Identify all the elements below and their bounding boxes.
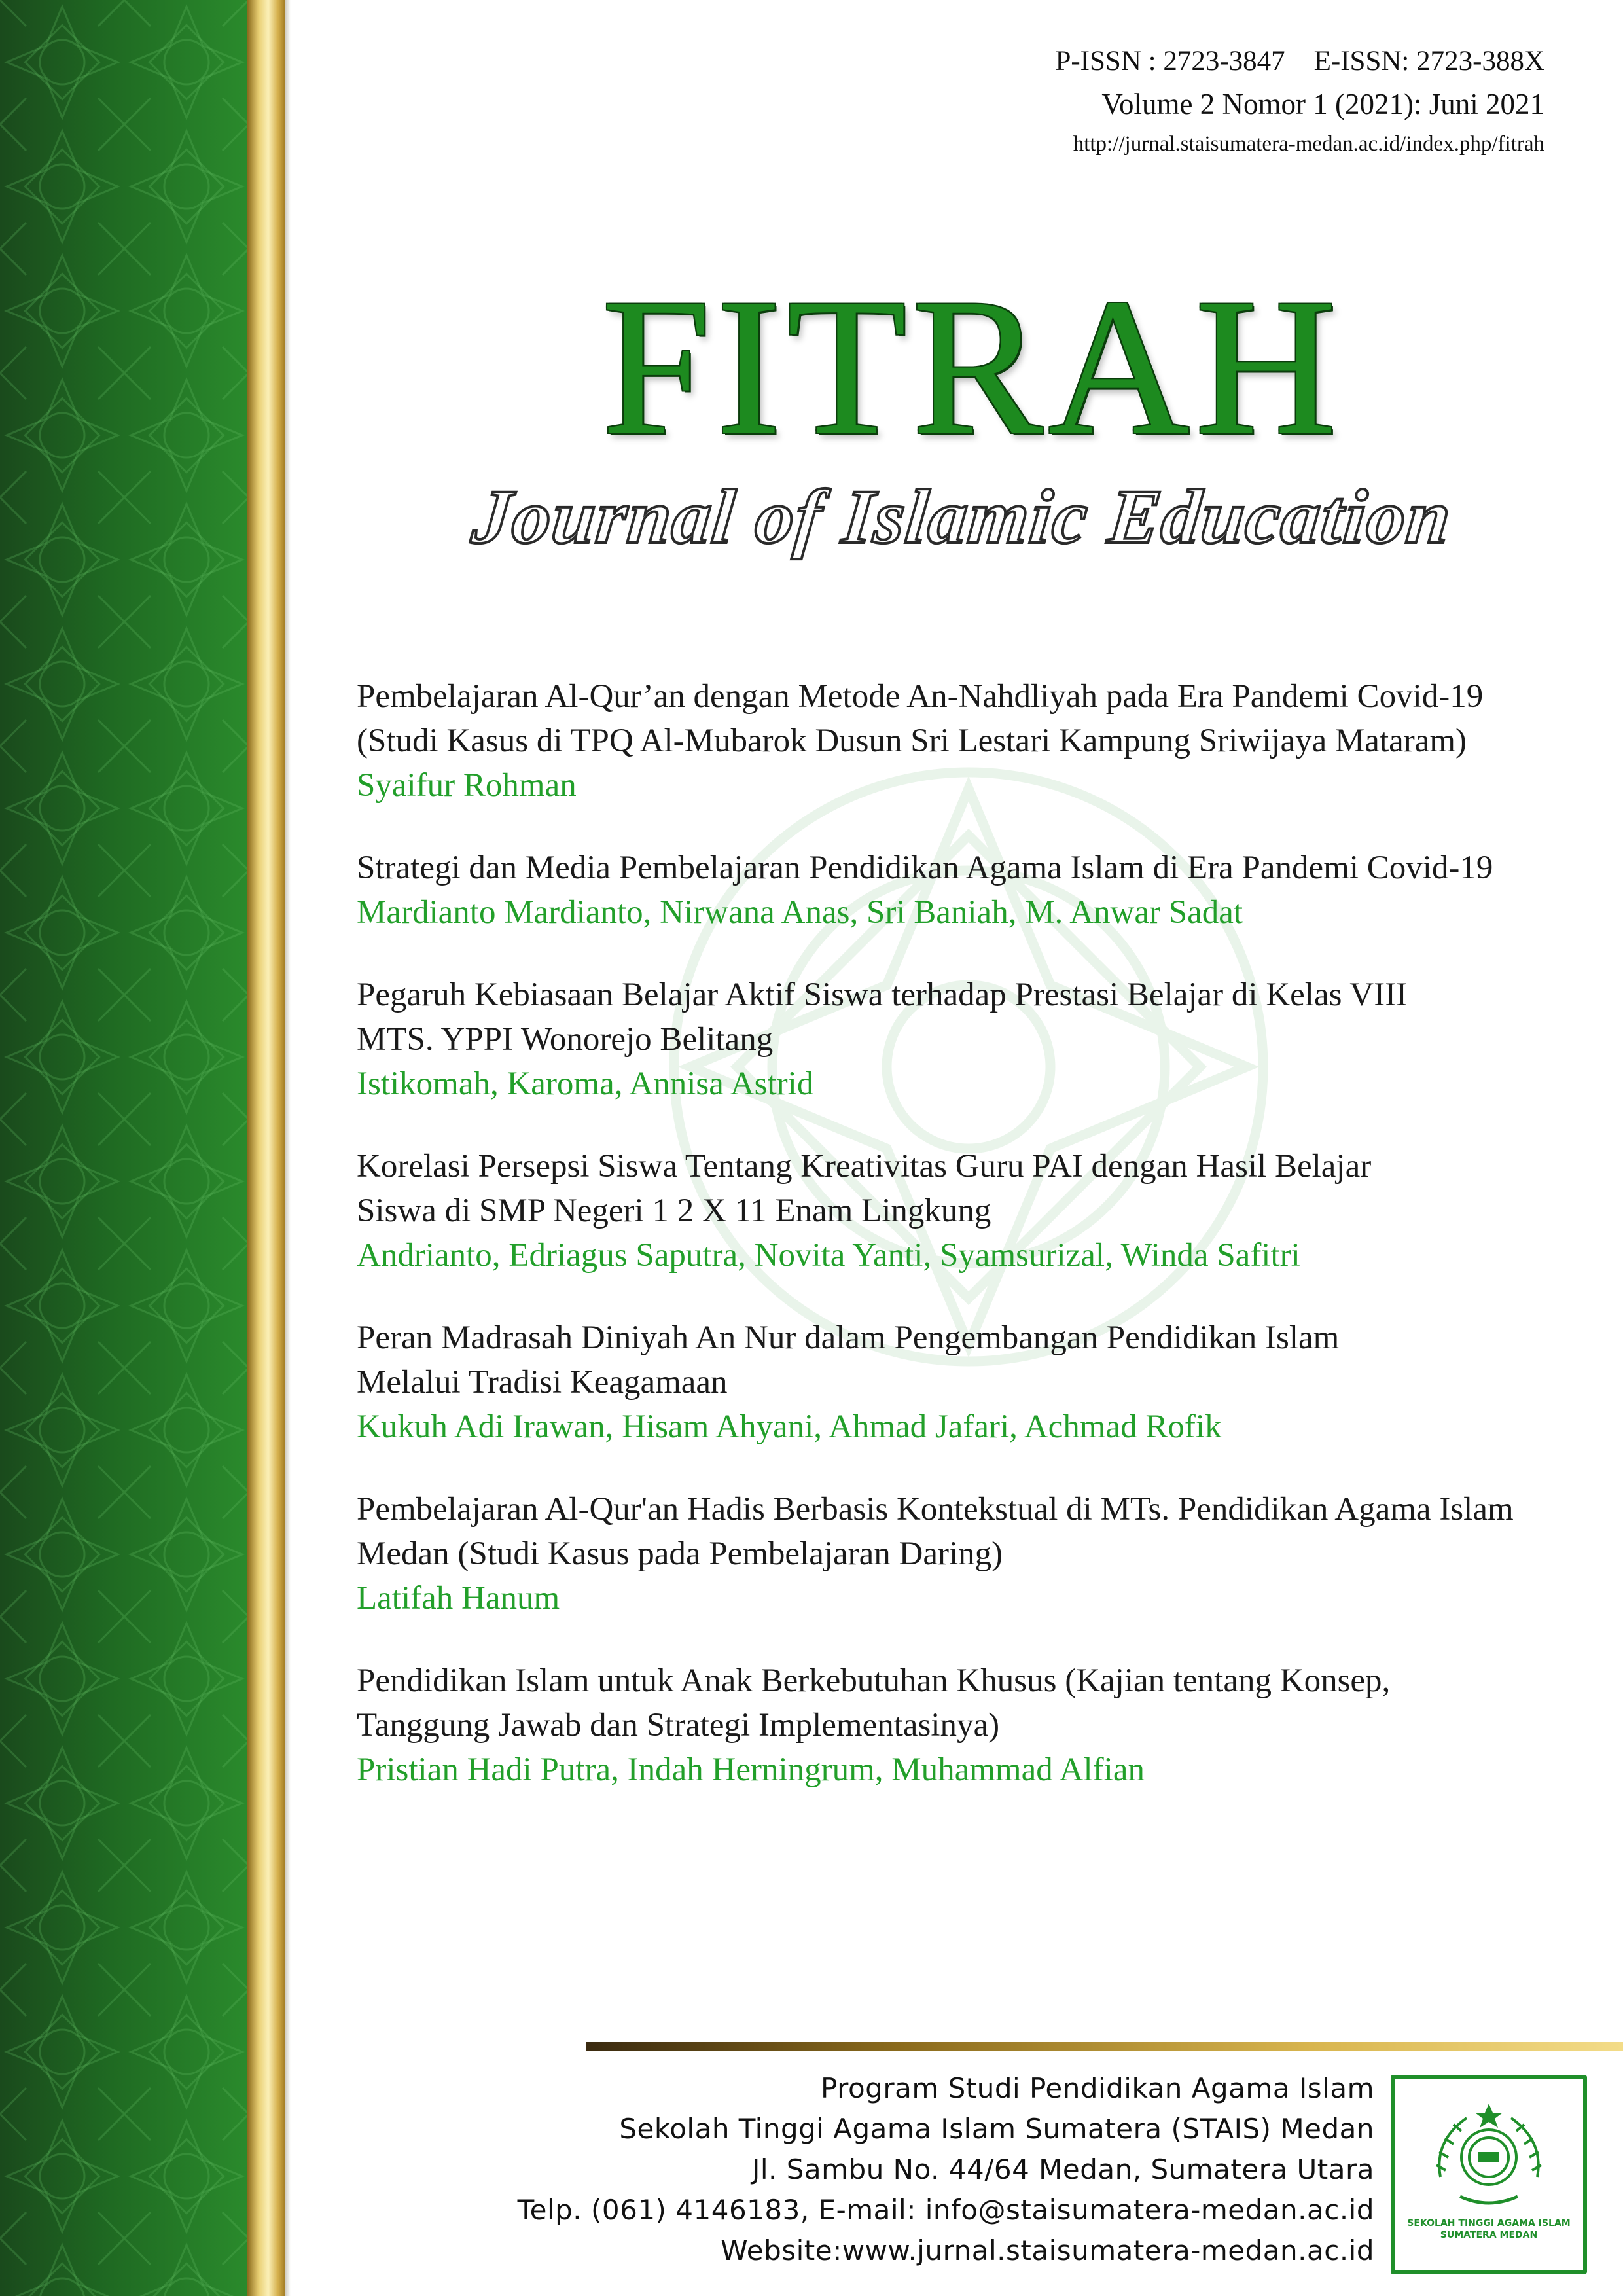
journal-meta	[890, 41, 1544, 162]
article-item	[357, 973, 1561, 1106]
gold-border-strip	[247, 0, 285, 2296]
article-authors: Andrianto, Edriagus Saputra, Novita Yanti, Syamsurizal, Winda Safitri	[357, 1237, 1300, 1274]
publisher-info	[393, 2068, 1374, 2271]
program-name: Program Studi Pendidikan Agama Islam	[821, 2072, 1374, 2104]
article-item	[357, 1316, 1561, 1449]
article-title-line: Pembelajaran Al-Qur’an dengan Metode An-Nahdliyah pada Era Pandemi Covid-19	[357, 678, 1484, 715]
stais-emblem-icon	[1395, 2079, 1583, 2270]
issn-line	[890, 41, 1544, 82]
article-title-line: Pegaruh Kebiasaan Belajar Aktif Siswa terhadap Prestasi Belajar di Kelas VIII	[357, 977, 1408, 1013]
footer-divider	[586, 2042, 1623, 2051]
article-title-line: (Studi Kasus di TPQ Al-Mubarok Dusun Sri Lestari Kampung Sriwijaya Mataram)	[357, 723, 1467, 759]
website[interactable]: Website:www.jurnal.staisumatera-medan.ac.id	[721, 2234, 1374, 2267]
article-item	[357, 1487, 1561, 1621]
article-title-line: Tanggung Jawab dan Strategi Implementasinya)	[357, 1707, 1000, 1744]
article-authors: Syaifur Rohman	[357, 767, 577, 804]
article-title-line: Melalui Tradisi Keagamaan	[357, 1364, 728, 1401]
article-authors: Pristian Hadi Putra, Indah Herningrum, Muhammad Alfian	[357, 1751, 1145, 1788]
article-authors: Kukuh Adi Irawan, Hisam Ahyani, Ahmad Jafari, Achmad Rofik	[357, 1408, 1222, 1445]
logo-caption: SEKOLAH TINGGI AGAMA ISLAM SUMATERA MEDAN	[1407, 2218, 1571, 2240]
article-title-line: Medan (Studi Kasus pada Pembelajaran Daring)	[357, 1535, 1003, 1572]
stais-logo	[1391, 2075, 1587, 2274]
article-title-line: Korelasi Persepsi Siswa Tentang Kreativitas Guru PAI dengan Hasil Belajar	[357, 1148, 1372, 1185]
contact-info: Telp. (061) 4146183, E-mail: info@staisumatera-medan.ac.id	[517, 2194, 1374, 2226]
article-title-line: MTS. YPPI Wonorejo Belitang	[357, 1021, 774, 1058]
volume-line: Volume 2 Nomor 1 (2021): Juni 2021	[1101, 88, 1544, 120]
article-item	[357, 1144, 1561, 1278]
article-authors: Latifah Hanum	[357, 1580, 560, 1617]
journal-url[interactable]: http://jurnal.staisumatera-medan.ac.id/index.php/fitrah	[1073, 132, 1544, 156]
article-list	[357, 674, 1561, 1830]
article-item	[357, 1659, 1561, 1792]
gold-border-shadow	[285, 0, 291, 2296]
islamic-pattern-icon	[0, 0, 247, 2296]
article-item	[357, 846, 1561, 935]
article-title-line: Pembelajaran Al-Qur'an Hadis Berbasis Kontekstual di MTs. Pendidikan Agama Islam	[357, 1491, 1514, 1528]
article-authors: Mardianto Mardianto, Nirwana Anas, Sri Baniah, M. Anwar Sadat	[357, 894, 1243, 931]
article-title-line: Siswa di SMP Negeri 1 2 X 11 Enam Lingkung	[357, 1193, 991, 1229]
article-item	[357, 674, 1561, 808]
address: Jl. Sambu No. 44/64 Medan, Sumatera Utara	[751, 2153, 1374, 2185]
p-issn: P-ISSN : 2723-3847	[1055, 46, 1285, 77]
e-issn: E-ISSN: 2723-388X	[1313, 46, 1544, 77]
institution-name: Sekolah Tinggi Agama Islam Sumatera (STAIS) Medan	[619, 2113, 1374, 2145]
article-authors: Istikomah, Karoma, Annisa Astrid	[357, 1066, 814, 1102]
green-side-band	[0, 0, 247, 2296]
article-title-line: Peran Madrasah Diniyah An Nur dalam Pengembangan Pendidikan Islam	[357, 1319, 1340, 1356]
journal-subtitle: Journal of Islamic Education	[468, 474, 1456, 560]
article-title-line: Pendidikan Islam untuk Anak Berkebutuhan Khusus (Kajian tentang Konsep,	[357, 1662, 1391, 1699]
journal-title: FITRAH	[601, 258, 1342, 475]
article-title-line: Strategi dan Media Pembelajaran Pendidikan Agama Islam di Era Pandemi Covid-19	[357, 850, 1493, 886]
